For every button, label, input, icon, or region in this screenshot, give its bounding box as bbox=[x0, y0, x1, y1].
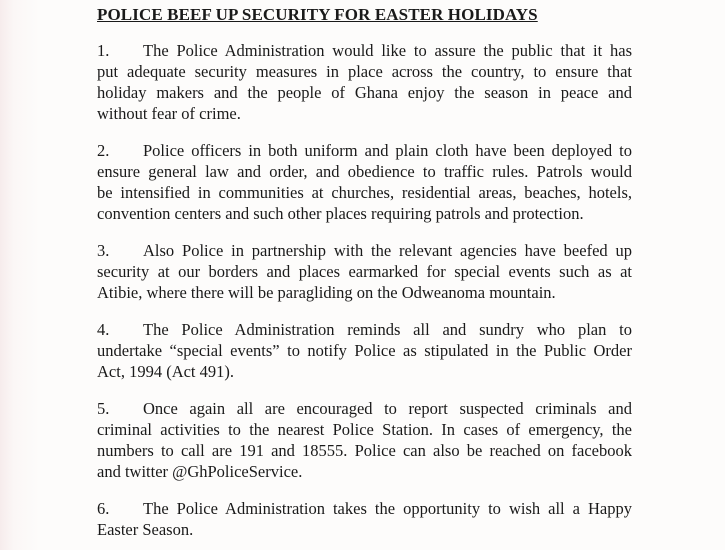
paragraph-number: 3. bbox=[97, 241, 110, 260]
paragraph-line: Easter Season. bbox=[97, 520, 194, 539]
paragraph-line: security at our borders and places earmarked for special events such as at bbox=[97, 262, 632, 281]
paragraph-line bbox=[97, 140, 632, 161]
paragraph-line: numbers to call are 191 and 18555. Police can also be reached on facebook bbox=[97, 441, 632, 460]
paragraph-number: 2. bbox=[97, 141, 110, 160]
paragraph-6 bbox=[97, 498, 632, 540]
paragraph-line: Act, 1994 (Act 491). bbox=[97, 362, 235, 381]
paragraph-1 bbox=[97, 40, 632, 124]
paragraph-text: Also Police in partnership with the relevant agencies have beefed up bbox=[143, 241, 632, 260]
paragraph-number: 1. bbox=[97, 41, 110, 60]
paragraph-2 bbox=[97, 140, 632, 224]
paragraph-line: undertake “special events” to notify Police as stipulated in the Public Order bbox=[97, 341, 632, 360]
paragraph-number: 6. bbox=[97, 499, 110, 518]
paragraph-line: ensure general law and order, and obedience to traffic rules. Patrols would bbox=[97, 162, 632, 181]
paragraph-line bbox=[97, 498, 632, 519]
paragraph-line bbox=[97, 40, 632, 61]
paragraph-line bbox=[97, 398, 632, 419]
paragraph-line: convention centers and such other places requiring patrols and protection. bbox=[97, 204, 584, 223]
paragraph-line: holiday makers and the people of Ghana enjoy the season in peace and bbox=[97, 83, 632, 102]
paragraph-text: The Police Administration takes the opportunity to wish all a Happy bbox=[143, 499, 632, 518]
paragraph-5 bbox=[97, 398, 632, 482]
document-title: POLICE BEEF UP SECURITY FOR EASTER HOLIDAYS bbox=[97, 5, 538, 24]
paragraph-text: The Police Administration reminds all and sundry who plan to bbox=[143, 320, 632, 339]
paragraph-line bbox=[97, 319, 632, 340]
paragraph-text: Once again all are encouraged to report suspected criminals and bbox=[143, 399, 632, 418]
paragraph-line: Atibie, where there will be paragliding on the Odweanoma mountain. bbox=[97, 283, 556, 302]
paragraph-line: criminal activities to the nearest Police Station. In cases of emergency, the bbox=[97, 420, 632, 439]
paragraph-3 bbox=[97, 240, 632, 303]
paragraph-line: be intensified in communities at churches, residential areas, beaches, hotels, bbox=[97, 183, 632, 202]
paragraph-number: 4. bbox=[97, 320, 110, 339]
paragraph-number: 5. bbox=[97, 399, 110, 418]
paragraph-line: put adequate security measures in place across the country, to ensure that bbox=[97, 62, 632, 81]
paragraph-text: The Police Administration would like to assure the public that it has bbox=[143, 41, 632, 60]
paragraph-line: without fear of crime. bbox=[97, 104, 241, 123]
paragraph-4 bbox=[97, 319, 632, 382]
paragraph-line: and twitter @GhPoliceService. bbox=[97, 462, 303, 481]
paragraph-text: Police officers in both uniform and plain cloth have been deployed to bbox=[143, 141, 632, 160]
paragraph-line bbox=[97, 240, 632, 261]
